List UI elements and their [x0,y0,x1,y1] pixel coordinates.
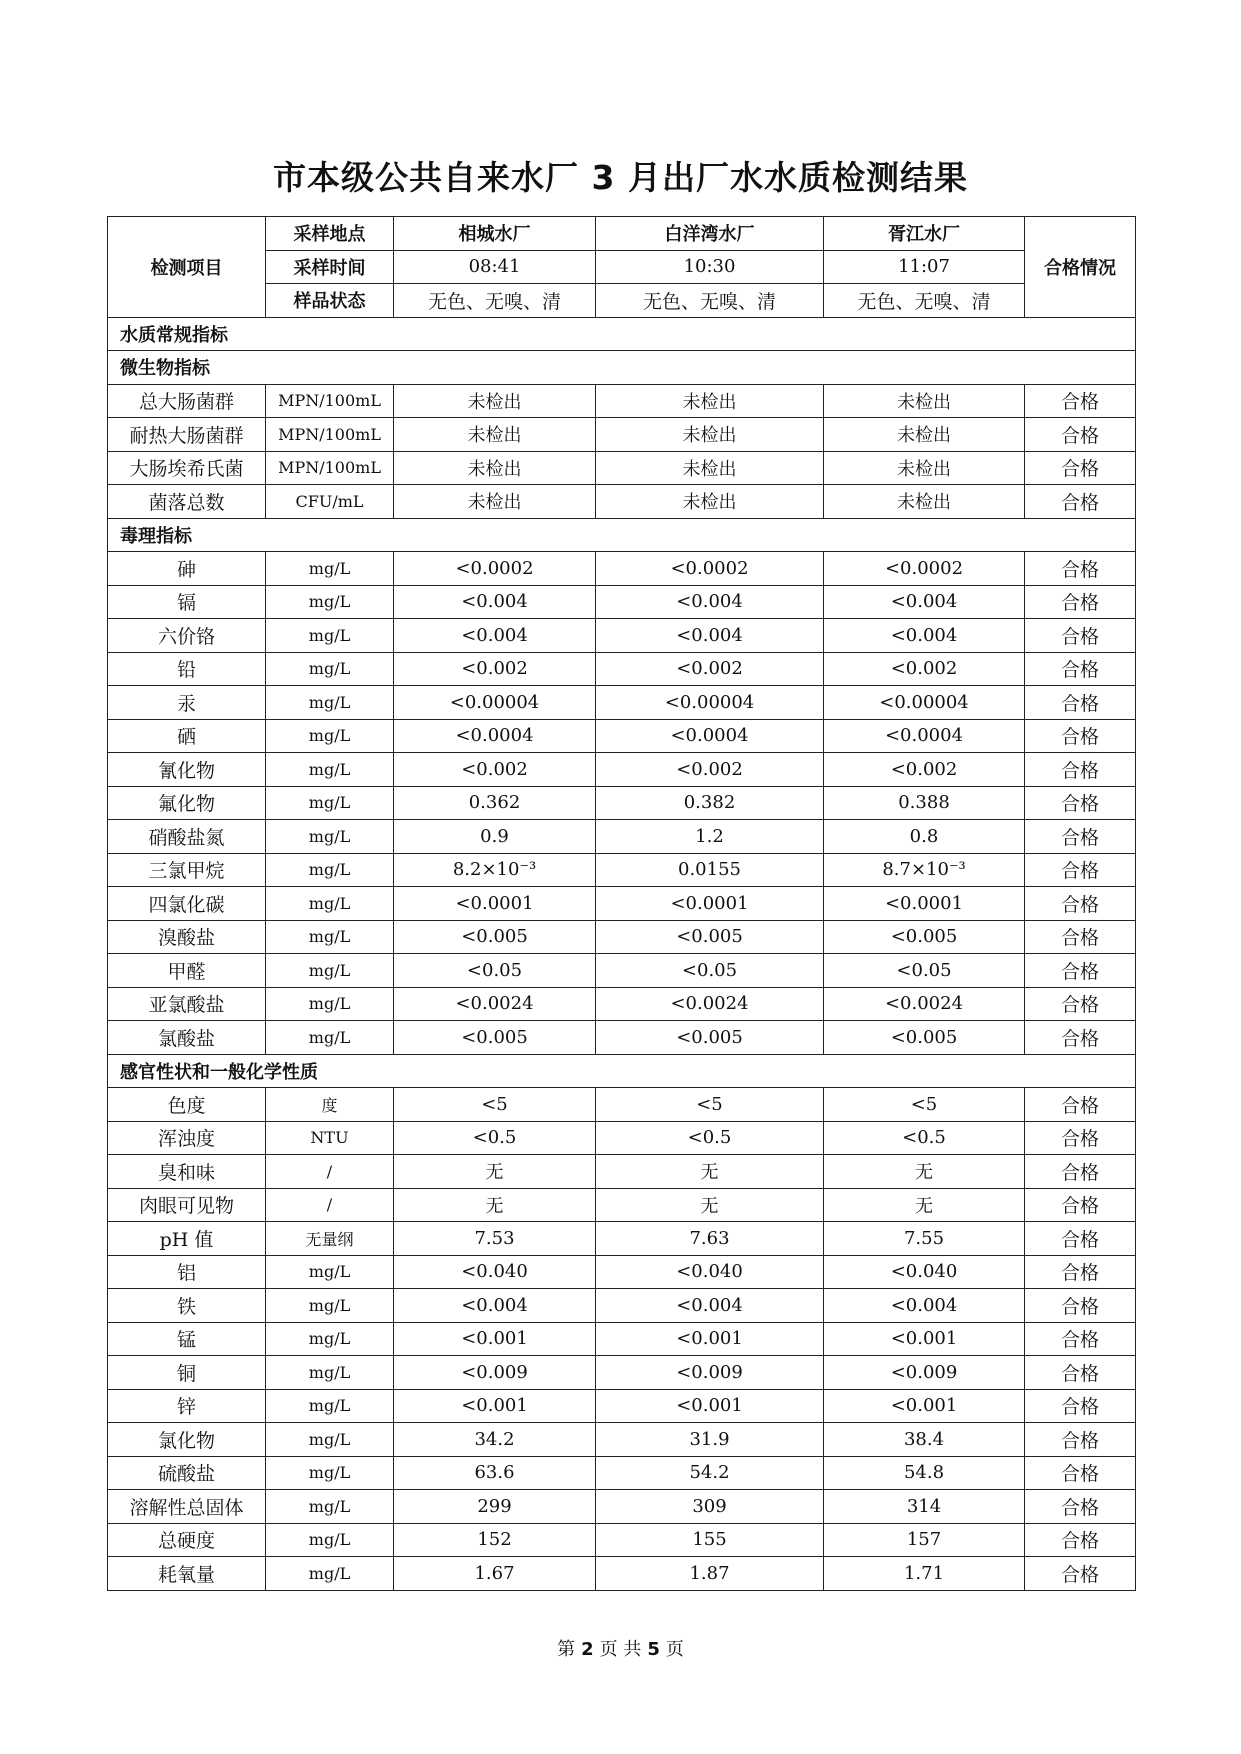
unit: MPN/100mL [266,418,394,452]
table-row [108,1222,1136,1256]
unit: mg/L [266,1322,394,1356]
table-row [108,418,1136,452]
table-row [108,719,1136,753]
value-xiangcheng: 未检出 [394,451,596,485]
table-row [108,1523,1136,1557]
result-status: 合格 [1025,1088,1136,1122]
value-baiyangwan: <0.0002 [596,552,824,586]
result-status: 合格 [1025,384,1136,418]
unit: mg/L [266,987,394,1021]
value-xiangcheng: <0.001 [394,1389,596,1423]
value-xujiang: <0.004 [824,585,1025,619]
unit: mg/L [266,1255,394,1289]
footer-total: 5 [647,1639,660,1660]
value-baiyangwan: 31.9 [596,1423,824,1457]
item-name: 氰化物 [108,753,266,787]
item-name: 铅 [108,652,266,686]
footer-middle: 页 共 [599,1639,642,1660]
unit: / [266,1188,394,1222]
sampling-time: 11:07 [824,250,1025,284]
value-xiangcheng: <5 [394,1088,596,1122]
unit: mg/L [266,887,394,921]
value-xiangcheng: <0.004 [394,1289,596,1323]
value-xujiang: <0.002 [824,753,1025,787]
value-xiangcheng: <0.005 [394,1021,596,1055]
value-xujiang: 8.7×10⁻³ [824,853,1025,887]
value-baiyangwan: 0.382 [596,786,824,820]
value-baiyangwan: <0.009 [596,1356,824,1390]
unit: mg/L [266,920,394,954]
value-baiyangwan: <0.005 [596,1021,824,1055]
item-name: 总大肠菌群 [108,384,266,418]
value-baiyangwan: <0.040 [596,1255,824,1289]
section-routine: 水质常规指标 [108,317,1136,351]
item-name: 大肠埃希氏菌 [108,451,266,485]
item-name: 硒 [108,719,266,753]
result-status: 合格 [1025,987,1136,1021]
table-row [108,652,1136,686]
result-status: 合格 [1025,451,1136,485]
sample-state: 无色、无嗅、清 [394,284,596,318]
table-row [108,1188,1136,1222]
item-name: 菌落总数 [108,485,266,519]
table-row [108,1322,1136,1356]
value-xujiang: <0.001 [824,1322,1025,1356]
page-title: 市本级公共自来水厂 3 月出厂水水质检测结果 [273,158,968,197]
value-xiangcheng: 1.67 [394,1557,596,1591]
value-xiangcheng: <0.00004 [394,686,596,720]
value-xujiang: 未检出 [824,451,1025,485]
value-baiyangwan: <0.0024 [596,987,824,1021]
table-row [108,1021,1136,1055]
unit: mg/L [266,786,394,820]
table-row [108,585,1136,619]
value-baiyangwan: <0.002 [596,652,824,686]
unit: mg/L [266,1021,394,1055]
sample-state: 无色、无嗅、清 [824,284,1025,318]
value-xiangcheng: 未检出 [394,384,596,418]
table-row [108,451,1136,485]
unit: mg/L [266,1423,394,1457]
section-sensory: 感官性状和一般化学性质 [108,1054,1136,1088]
item-name: 四氯化碳 [108,887,266,921]
value-baiyangwan: 1.2 [596,820,824,854]
value-xiangcheng: 8.2×10⁻³ [394,853,596,887]
section-toxic: 毒理指标 [108,518,1136,552]
table-row [108,1490,1136,1524]
value-xiangcheng: 0.9 [394,820,596,854]
unit: MPN/100mL [266,384,394,418]
result-header: 合格情况 [1025,217,1136,318]
value-xujiang: <0.040 [824,1255,1025,1289]
item-name: 砷 [108,552,266,586]
table-row [108,1289,1136,1323]
value-baiyangwan: <5 [596,1088,824,1122]
value-baiyangwan: 无 [596,1155,824,1189]
result-status: 合格 [1025,1289,1136,1323]
table-row [108,1356,1136,1390]
result-status: 合格 [1025,1490,1136,1524]
item-name: 氟化物 [108,786,266,820]
value-baiyangwan: <0.00004 [596,686,824,720]
table-row [108,820,1136,854]
value-xujiang: <0.5 [824,1121,1025,1155]
value-baiyangwan: 无 [596,1188,824,1222]
table-row [108,853,1136,887]
result-status: 合格 [1025,1456,1136,1490]
table-row [108,1155,1136,1189]
value-xiangcheng: 299 [394,1490,596,1524]
result-status: 合格 [1025,485,1136,519]
item-name: 氯化物 [108,1423,266,1457]
unit: 无量纲 [266,1222,394,1256]
result-status: 合格 [1025,719,1136,753]
unit: mg/L [266,1356,394,1390]
item-name: 总硬度 [108,1523,266,1557]
value-xujiang: <0.001 [824,1389,1025,1423]
unit: NTU [266,1121,394,1155]
value-baiyangwan: <0.5 [596,1121,824,1155]
table-row [108,786,1136,820]
value-xujiang: 0.8 [824,820,1025,854]
value-xujiang: 38.4 [824,1423,1025,1457]
value-xujiang: 未检出 [824,384,1025,418]
table-row [108,552,1136,586]
value-xujiang: <0.05 [824,954,1025,988]
value-baiyangwan: 1.87 [596,1557,824,1591]
value-xujiang: 314 [824,1490,1025,1524]
value-baiyangwan: <0.004 [596,585,824,619]
value-baiyangwan: 54.2 [596,1456,824,1490]
unit: mg/L [266,1289,394,1323]
section-row [108,317,1136,351]
value-xiangcheng: <0.005 [394,920,596,954]
sample-state: 无色、无嗅、清 [596,284,824,318]
item-name: 铝 [108,1255,266,1289]
plant-name: 相城水厂 [394,217,596,251]
value-xiangcheng: <0.002 [394,652,596,686]
table-row [108,920,1136,954]
result-status: 合格 [1025,1322,1136,1356]
unit: mg/L [266,719,394,753]
value-xujiang: <0.0002 [824,552,1025,586]
result-status: 合格 [1025,1222,1136,1256]
value-xujiang: 7.55 [824,1222,1025,1256]
table-row [108,887,1136,921]
value-baiyangwan: <0.001 [596,1322,824,1356]
value-xujiang: <0.002 [824,652,1025,686]
result-status: 合格 [1025,1155,1136,1189]
value-xujiang: <5 [824,1088,1025,1122]
value-xujiang: <0.00004 [824,686,1025,720]
sampling-time: 10:30 [596,250,824,284]
value-baiyangwan: <0.005 [596,920,824,954]
table-row [108,753,1136,787]
value-xiangcheng: <0.05 [394,954,596,988]
unit: mg/L [266,820,394,854]
table-row [108,1456,1136,1490]
value-xiangcheng: 152 [394,1523,596,1557]
result-status: 合格 [1025,418,1136,452]
value-xiangcheng: <0.5 [394,1121,596,1155]
value-xiangcheng: <0.001 [394,1322,596,1356]
value-baiyangwan: <0.05 [596,954,824,988]
value-xujiang: 0.388 [824,786,1025,820]
result-status: 合格 [1025,652,1136,686]
footer-page: 2 [581,1639,594,1660]
value-xujiang: <0.0001 [824,887,1025,921]
value-baiyangwan: 未检出 [596,451,824,485]
item-name: 甲醛 [108,954,266,988]
item-name: 耐热大肠菌群 [108,418,266,452]
value-xiangcheng: 无 [394,1155,596,1189]
value-baiyangwan: 309 [596,1490,824,1524]
value-xiangcheng: 未检出 [394,485,596,519]
result-status: 合格 [1025,1021,1136,1055]
result-status: 合格 [1025,1356,1136,1390]
plant-name: 胥江水厂 [824,217,1025,251]
unit: mg/L [266,954,394,988]
value-xiangcheng: 7.53 [394,1222,596,1256]
sampling-site-label: 采样地点 [266,217,394,251]
section-row [108,518,1136,552]
unit: mg/L [266,1490,394,1524]
unit: mg/L [266,552,394,586]
item-name: 臭和味 [108,1155,266,1189]
item-name: 氯酸盐 [108,1021,266,1055]
result-status: 合格 [1025,820,1136,854]
table-row [108,619,1136,653]
unit: mg/L [266,686,394,720]
value-baiyangwan: 未检出 [596,384,824,418]
item-name: 铜 [108,1356,266,1390]
value-xujiang: <0.004 [824,619,1025,653]
item-name: 硫酸盐 [108,1456,266,1490]
result-status: 合格 [1025,1423,1136,1457]
unit: mg/L [266,652,394,686]
table-row [108,384,1136,418]
result-status: 合格 [1025,753,1136,787]
plant-name: 白洋湾水厂 [596,217,824,251]
unit: mg/L [266,1557,394,1591]
item-name: pH 值 [108,1222,266,1256]
value-xujiang: 无 [824,1155,1025,1189]
result-status: 合格 [1025,619,1136,653]
value-xiangcheng: 0.362 [394,786,596,820]
value-xujiang: <0.0004 [824,719,1025,753]
sampling-time-label: 采样时间 [266,250,394,284]
table-row [108,1255,1136,1289]
header-row-site [108,217,1136,251]
value-xujiang: <0.004 [824,1289,1025,1323]
result-status: 合格 [1025,1557,1136,1591]
item-name: 耗氧量 [108,1557,266,1591]
value-baiyangwan: 未检出 [596,485,824,519]
value-xiangcheng: 34.2 [394,1423,596,1457]
unit: mg/L [266,753,394,787]
table-row [108,987,1136,1021]
value-baiyangwan: 未检出 [596,418,824,452]
value-baiyangwan: <0.0001 [596,887,824,921]
value-xiangcheng: <0.040 [394,1255,596,1289]
value-xiangcheng: <0.009 [394,1356,596,1390]
item-name: 锌 [108,1389,266,1423]
table-row [108,1088,1136,1122]
value-xiangcheng: 63.6 [394,1456,596,1490]
result-status: 合格 [1025,853,1136,887]
value-xiangcheng: <0.0024 [394,987,596,1021]
value-baiyangwan: 155 [596,1523,824,1557]
item-name: 六价铬 [108,619,266,653]
item-name: 肉眼可见物 [108,1188,266,1222]
value-xujiang: 无 [824,1188,1025,1222]
section-row [108,351,1136,385]
value-baiyangwan: <0.002 [596,753,824,787]
item-name: 溶解性总固体 [108,1490,266,1524]
page-footer [0,1635,1241,1661]
value-xiangcheng: 无 [394,1188,596,1222]
unit: mg/L [266,853,394,887]
value-xujiang: 54.8 [824,1456,1025,1490]
result-status: 合格 [1025,585,1136,619]
value-xujiang: 未检出 [824,485,1025,519]
table-row [108,485,1136,519]
item-name: 硝酸盐氮 [108,820,266,854]
item-name: 镉 [108,585,266,619]
sample-state-label: 样品状态 [266,284,394,318]
value-xujiang: 1.71 [824,1557,1025,1591]
value-baiyangwan: 0.0155 [596,853,824,887]
sampling-time: 08:41 [394,250,596,284]
unit: / [266,1155,394,1189]
unit: mg/L [266,619,394,653]
table-row [108,1389,1136,1423]
result-status: 合格 [1025,1389,1136,1423]
value-xujiang: 157 [824,1523,1025,1557]
value-baiyangwan: <0.0004 [596,719,824,753]
footer-prefix: 第 [557,1639,576,1660]
value-xujiang: 未检出 [824,418,1025,452]
table-row [108,1423,1136,1457]
value-xiangcheng: <0.002 [394,753,596,787]
item-name: 三氯甲烷 [108,853,266,887]
result-status: 合格 [1025,887,1136,921]
unit: mg/L [266,1456,394,1490]
result-status: 合格 [1025,1255,1136,1289]
item-name: 浑浊度 [108,1121,266,1155]
unit: 度 [266,1088,394,1122]
unit: mg/L [266,1523,394,1557]
table-row [108,686,1136,720]
item-header: 检测项目 [108,217,266,318]
item-name: 铁 [108,1289,266,1323]
value-xiangcheng: 未检出 [394,418,596,452]
item-name: 色度 [108,1088,266,1122]
value-baiyangwan: <0.004 [596,619,824,653]
footer-suffix: 页 [665,1639,684,1660]
water-quality-table [107,216,1136,1591]
value-xujiang: <0.005 [824,920,1025,954]
item-name: 溴酸盐 [108,920,266,954]
value-xujiang: <0.009 [824,1356,1025,1390]
result-status: 合格 [1025,786,1136,820]
unit: mg/L [266,585,394,619]
value-xiangcheng: <0.0002 [394,552,596,586]
table-row [108,1557,1136,1591]
item-name: 亚氯酸盐 [108,987,266,1021]
value-xiangcheng: <0.004 [394,619,596,653]
result-status: 合格 [1025,686,1136,720]
table-row [108,1121,1136,1155]
unit: CFU/mL [266,485,394,519]
value-baiyangwan: <0.004 [596,1289,824,1323]
result-status: 合格 [1025,1121,1136,1155]
value-baiyangwan: 7.63 [596,1222,824,1256]
value-xujiang: <0.0024 [824,987,1025,1021]
result-status: 合格 [1025,552,1136,586]
result-status: 合格 [1025,1188,1136,1222]
value-xiangcheng: <0.004 [394,585,596,619]
unit: MPN/100mL [266,451,394,485]
value-xiangcheng: <0.0004 [394,719,596,753]
result-status: 合格 [1025,954,1136,988]
value-baiyangwan: <0.001 [596,1389,824,1423]
item-name: 锰 [108,1322,266,1356]
unit: mg/L [266,1389,394,1423]
value-xiangcheng: <0.0001 [394,887,596,921]
result-status: 合格 [1025,1523,1136,1557]
value-xujiang: <0.005 [824,1021,1025,1055]
table-row [108,954,1136,988]
section-micro: 微生物指标 [108,351,1136,385]
section-row [108,1054,1136,1088]
item-name: 汞 [108,686,266,720]
result-status: 合格 [1025,920,1136,954]
